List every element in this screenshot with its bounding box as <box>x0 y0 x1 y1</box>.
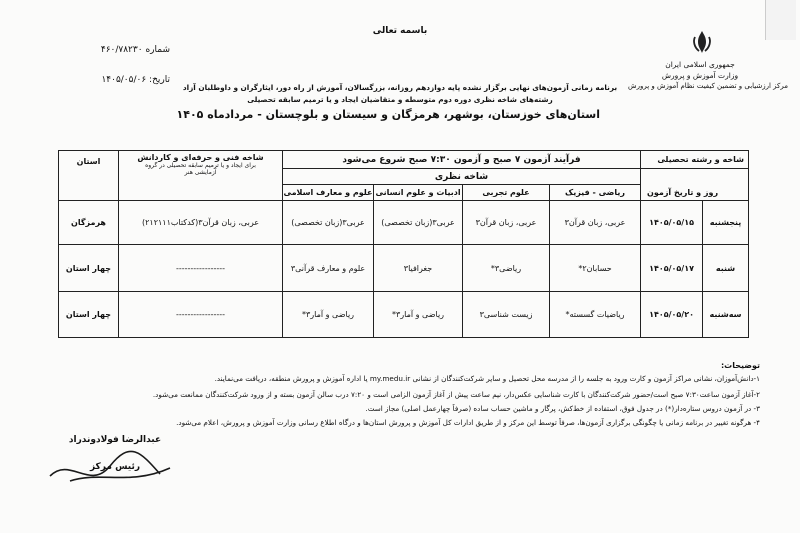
header-tech: شاخه فنی و حرفه‌ای و کاردانش <box>137 153 264 162</box>
page-edge-mark <box>765 0 796 40</box>
table-row <box>59 245 749 292</box>
table-row <box>59 201 749 245</box>
row-day: سه‌شنبه <box>703 292 749 338</box>
row-tech: ----------------- <box>119 292 283 338</box>
row-cell: حسابان۲* <box>550 245 641 292</box>
row-cell: علوم و معارف قرآنی۳ <box>283 245 374 292</box>
exam-schedule-table <box>58 150 749 338</box>
row-date: ۱۴۰۵/۰۵/۱۷ <box>641 245 703 292</box>
signatory-name: عبدالرضا فولادوندراد <box>68 435 162 445</box>
letter-date: تاریخ: ۱۴۰۵/۰۵/۰۶ <box>101 75 170 85</box>
iran-emblem-icon <box>690 29 714 55</box>
table-row <box>59 292 749 338</box>
header-day-cell <box>641 169 749 201</box>
row-cell: زیست شناسی۳ <box>463 292 550 338</box>
letter-number: شماره ۴۶۰/۷۸۲۳۰ <box>100 45 170 55</box>
row-cell: عربی۳(زبان تخصصی) <box>283 201 374 245</box>
row-province: چهار استان <box>59 292 119 338</box>
header-branch: شاخه نظری <box>283 169 641 185</box>
row-cell: عربی۳(زبان تخصصی) <box>374 201 463 245</box>
header-tech-note-2: آزمایشی هنر <box>184 169 217 176</box>
row-cell: ریاضیات گسسته* <box>550 292 641 338</box>
signatory-role: رئیس مرکز <box>89 462 141 472</box>
header-tech-cell <box>119 151 283 201</box>
org-line-1: جمهوری اسلامی ایران <box>665 60 735 69</box>
row-day: شنبه <box>703 245 749 292</box>
row-cell: ریاضی۳* <box>463 245 550 292</box>
header-field-cell <box>641 151 749 169</box>
header-tech-note-1: برای ایجاد و یا ترمیم سابقه تحصیلی در گروه <box>145 162 256 169</box>
salutation: باسمه تعالی <box>372 26 428 36</box>
column-islamic: علوم و معارف اسلامی <box>283 185 374 201</box>
header-process: فرآیند آزمون ۷ صبح و آزمون ۷:۳۰ صبح شروع می‌شود <box>283 151 641 169</box>
note-3: ۳- در آزمون دروس ستاره‌دار(*) در جدول فوق، استفاده از خط‌کش، پرگار و ماشین حساب ساده (صرفاً چهارعمل اصلی) مجاز است. <box>365 404 760 413</box>
header-field: شاخه و رشته تحصیلی <box>657 155 745 164</box>
note-1: ۱-دانش‌آموزان، نشانی مراکز آزمون و کارت ورود به جلسه را از مدرسه محل تحصیل و سایر شرکت‌کنندگان از نشانی my.medu.ir یا اداره آموزش و پرورش منطقه، دریافت می‌نمایند. <box>214 374 760 383</box>
subtitle-2: رشته‌های شاخه نظری دوره دوم متوسطه و متقاضیان ایجاد و یا ترمیم سابقه تحصیلی <box>247 95 553 104</box>
row-day: پنجشنبه <box>703 201 749 245</box>
row-cell: عربی، زبان قرآن۳ <box>550 201 641 245</box>
header-day: روز و تاریخ آزمون <box>647 188 719 197</box>
row-cell: ریاضی و آمار۳* <box>374 292 463 338</box>
column-science: علوم تجربی <box>463 185 550 201</box>
row-date: ۱۴۰۵/۰۵/۱۵ <box>641 201 703 245</box>
header-province: استان <box>59 151 119 201</box>
row-tech: ----------------- <box>119 245 283 292</box>
column-humanities: ادبیات و علوم انسانی <box>374 185 463 201</box>
note-4: ۴- هرگونه تغییر در برنامه زمانی یا چگونگی برگزاری آزمون‌ها، صرفاً توسط این مرکز و از طریق ادارات کل آموزش و پرورش استان‌ها و درگاه اطلاع رسانی وزارت آموزش و پرورش، اعلام می‌شود. <box>176 418 760 427</box>
row-cell: جغرافیا۳ <box>374 245 463 292</box>
row-date: ۱۴۰۵/۰۵/۲۰ <box>641 292 703 338</box>
org-line-2: وزارت آموزش و پرورش <box>661 71 739 80</box>
row-province: هرمزگان <box>59 201 119 245</box>
note-2: ۲-آغاز آزمون ساعت۷:۳۰ صبح است/حضور شرکت‌کنندگان با کارت شناسایی عکس‌دار، نیم ساعت پیش از آغاز آزمون الزامی است و ۷:۲۰ درب سالن آزمون بسته و از ورود شرکت‌کنندگان ممانعت می‌شود. <box>152 390 760 399</box>
notes-heading: توضیحات: <box>720 361 760 370</box>
row-cell: ریاضی و آمار۳* <box>283 292 374 338</box>
row-tech: عربی، زبان قرآن۳(کدکتاب۲۱۲۱۱۱) <box>119 201 283 245</box>
subtitle-1: برنامه زمانی آزمون‌های نهایی برگزار نشده پایه دوازدهم روزانه، بزرگسالان، آموزش از راه دور، ایثارگران و داوطلبان آزاد <box>182 83 618 92</box>
page-title: استان‌های خوزستان، بوشهر، هرمزگان و سیستان و بلوچستان - مردادماه ۱۴۰۵ <box>176 108 600 121</box>
column-math: ریاضی - فیزیک <box>550 185 641 201</box>
row-cell: عربی، زبان قرآن۳ <box>463 201 550 245</box>
row-province: چهار استان <box>59 245 119 292</box>
org-line-3: مرکز ارزشیابی و تضمین کیفیت نظام آموزش و پرورش <box>628 82 788 90</box>
